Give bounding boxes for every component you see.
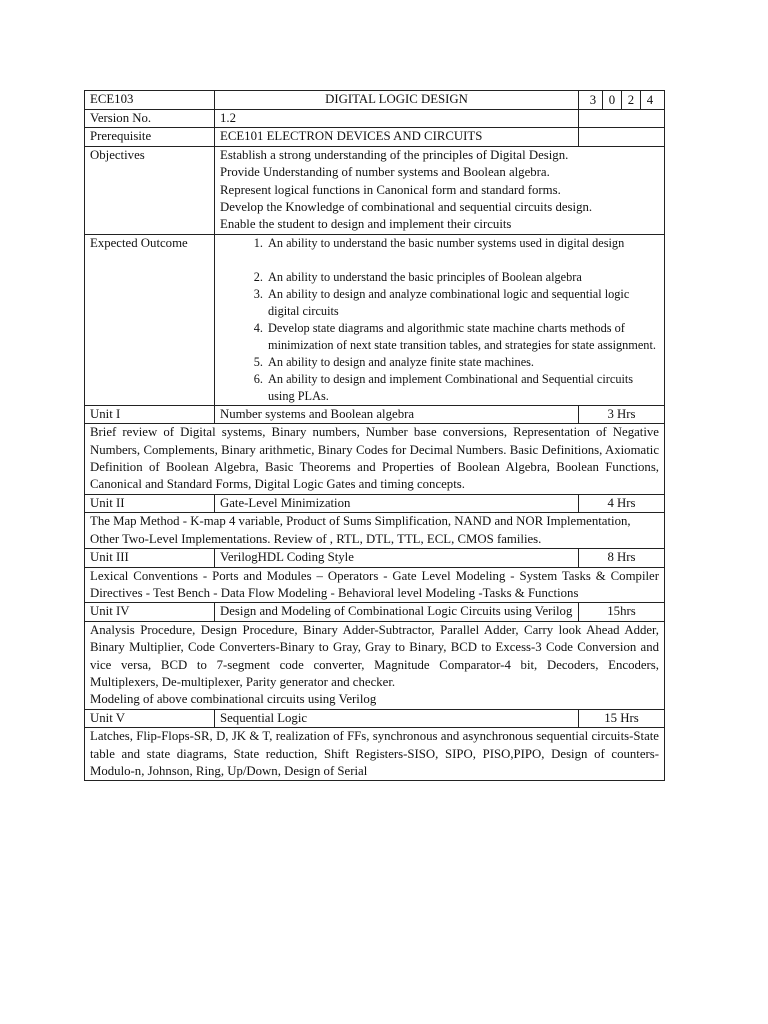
version-value: 1.2 [215,110,579,128]
unit-content-row [85,424,665,495]
unit-label: Unit V [85,709,215,727]
unit-content-row [85,728,665,781]
objectives-list [215,146,665,234]
credit-lecture: 3 [589,93,597,107]
credits-cell [579,91,665,110]
unit-header-row [85,549,665,567]
unit-hours: 8 Hrs [579,549,665,567]
outcome-item: 1. An ability to understand the basic number systems used in digital design [266,235,659,252]
unit-title: Design and Modeling of Combinational Logic Circuits using Verilog [215,603,579,621]
outcome-item: 3. An ability to design and analyze combinational logic and sequential logic digital circuits [266,286,659,320]
unit-title: Sequential Logic [215,709,579,727]
outcomes-label: Expected Outcome [85,234,215,405]
unit-header-row [85,603,665,621]
unit-content-extra: Modeling of above combinational circuits using Verilog [90,692,377,707]
outcomes-row [85,234,665,405]
course-title: DIGITAL LOGIC DESIGN [215,91,579,110]
objective-item: Develop the Knowledge of combinational and sequential circuits design. [220,200,593,215]
objective-item: Provide Understanding of number systems and Boolean algebra. [220,165,550,180]
outcomes-list [220,235,659,405]
objective-item: Represent logical functions in Canonical form and standard forms. [220,182,561,197]
unit-hours: 4 Hrs [579,494,665,512]
unit-label: Unit I [85,405,215,423]
credit-practical: 2 [621,91,640,109]
credit-tutorial: 0 [602,91,621,109]
unit-content: Latches, Flip-Flops-SR, D, JK & T, realization of FFs, synchronous and asynchronous sequential circuits-State table and state diagrams, State reduction, Shift Registers-SISO, SIPO, PISO,PIPO, Design of counters-Modulo-n, Johnson, Ring, Up/Down, Design of Serial [85,728,665,781]
unit-title: Number systems and Boolean algebra [215,405,579,423]
unit-content: Brief review of Digital systems, Binary numbers, Number base conversions, Representation of Negative Numbers, Complements, Binary arithmetic, Binary Codes for Decimal Numbers. Basic Definitions, Axiomatic Definition of Boolean Algebra, Basic Theorems and Properties of Boolean Algebra, Boolean Functions, Canonical and Standard Forms, Digital Logic Gates and timing concepts. [85,424,665,495]
objective-item: Enable the student to design and implement their circuits [220,217,512,232]
unit-header-row [85,405,665,423]
outcome-item: 6. An ability to design and implement Combinational and Sequential circuits using PLAs. [266,371,659,405]
unit-content: The Map Method - K-map 4 variable, Product of Sums Simplification, NAND and NOR Implementation, Other Two-Level Implementations. Review of , RTL, DTL, TTL, ECL, CMOS families. [85,513,665,549]
unit-header-row [85,494,665,512]
version-row [85,110,665,128]
version-label: Version No. [85,110,215,128]
unit-hours: 15 Hrs [579,709,665,727]
prerequisite-row [85,128,665,146]
unit-label: Unit IV [85,603,215,621]
credit-total: 4 [640,91,659,109]
unit-content-row [85,513,665,549]
unit-hours: 3 Hrs [579,405,665,423]
prerequisite-value: ECE101 ELECTRON DEVICES AND CIRCUITS [215,128,579,146]
course-code: ECE103 [85,91,215,110]
unit-content-cell [85,621,665,709]
header-row [85,91,665,110]
outcomes-cell [215,234,665,405]
outcome-item: 4. Develop state diagrams and algorithmic state machine charts methods of minimization of next state transition tables, and strategies for state assignment. [266,320,659,354]
unit-label: Unit II [85,494,215,512]
unit-title: VerilogHDL Coding Style [215,549,579,567]
objectives-label: Objectives [85,146,215,234]
objective-item: Establish a strong understanding of the principles of Digital Design. [220,147,569,162]
unit-label: Unit III [85,549,215,567]
unit-title: Gate-Level Minimization [215,494,579,512]
unit-header-row [85,709,665,727]
outcome-item: 2. An ability to understand the basic principles of Boolean algebra [266,269,659,286]
prerequisite-label: Prerequisite [85,128,215,146]
unit-content: Lexical Conventions - Ports and Modules – Operators - Gate Level Modeling - System Tasks & Compiler Directives - Test Bench - Data Flow Modeling - Behavioral level Modeling -Tasks & Functions [85,567,665,603]
unit-content: Analysis Procedure, Design Procedure, Binary Adder-Subtractor, Parallel Adder, Carry look Ahead Adder, Binary Multiplier, Code Converters-Binary to Gray, Gray to Binary, BCD to Excess-3 Code Conversion and vice versa, BCD to 7-segment code converter, Magnitude Comparator-4 bit, Decoders, Encoders, Multiplexers, De-multiplexer, Parity generator and checker. [90,622,659,689]
outcome-item: 5. An ability to design and analyze finite state machines. [266,354,659,371]
unit-content-row [85,621,665,709]
objectives-row [85,146,665,234]
syllabus-table [84,90,665,781]
unit-hours: 15hrs [579,603,665,621]
unit-content-row [85,567,665,603]
